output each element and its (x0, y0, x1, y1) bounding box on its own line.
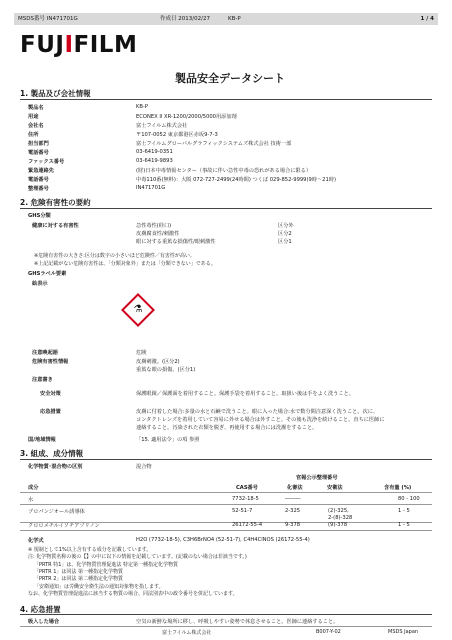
section-4-heading: 4. 応急措置 (20, 605, 61, 614)
company-info-label: ファックス番号 (28, 159, 65, 165)
ghs-classification: GHS分類 (28, 213, 51, 219)
section-3-rule (20, 459, 432, 460)
col-cas: CAS番号 (236, 485, 258, 491)
col-kashin: 化審法 (287, 485, 303, 491)
formula-label: 化学式 (28, 538, 44, 544)
ghs-hazard-name: 皮膚腐食性/刺激性 (136, 231, 180, 237)
inhalation-label: 吸入した場合 (28, 619, 60, 625)
ingredient-name: 水 (28, 497, 34, 503)
footer-company: 富士フイルム株式会社 (162, 630, 212, 636)
company-info-value: 富士フイルム株式会社 (136, 123, 188, 129)
created-date: 作成日 2013/02/27 (160, 16, 210, 22)
col-ingredient: 成分 (28, 485, 39, 491)
company-info-value: IN471701G (136, 185, 166, 191)
note-2: ※上記記載がない危険有害性は、「分類対象外」または「分類できない」である。 (34, 261, 216, 267)
ingredient-name: クロロメチルイソチアゾリノン (28, 523, 100, 529)
corrosion-icon: ⚗ (133, 304, 143, 315)
first-aid-line-3: 連絡すること。汚染された衣類を脱ぎ、再使用する場合には洗濯をすること。 (136, 425, 318, 431)
company-info-label: 緊急連絡先 (28, 168, 54, 174)
ingredient-content: 1 - 5 (398, 508, 410, 514)
regional-info: 「15. 適用法令」の項 参照 (136, 437, 200, 443)
footer-region: MSDS Japan (388, 629, 419, 635)
msds-number: MSDS番号 IN471701G (18, 16, 78, 22)
ingredient-name: プロパンジオール誘導体 (28, 509, 85, 515)
composition-note: 「PRTR 1」は同法 第一種指定化学物質 (34, 568, 124, 575)
fujifilm-logo: FUJIFILM (20, 32, 138, 58)
table-row-rule (20, 504, 432, 505)
ingredient-cas: 7732-18-5 (232, 496, 259, 502)
ghs-hazard-class: 区分外 (278, 223, 294, 229)
section-1-rule (20, 99, 432, 100)
col-anei: 安衛法 (327, 485, 343, 491)
company-info-value: (財)日本中毒情報センター（事故に伴い急性中毒の恐れがある場合に限る） (136, 168, 312, 174)
footer-code: B007-Y-02 (316, 629, 341, 635)
caution-label: 注意書き (32, 377, 53, 383)
section-1-heading: 1. 製品及び会社情報 (20, 89, 91, 98)
pictogram-label: 絵表示 (32, 281, 48, 287)
document-title: 製品安全データシート (175, 72, 285, 85)
ingredient-cas: 26172-55-4 (232, 522, 263, 528)
company-info-value: 03-6419-0351 (136, 149, 173, 155)
company-info-label: 会社名 (28, 123, 44, 129)
ingredient-anei-2: 2-(8)-328 (328, 515, 353, 521)
col-content: 含有量 (%) (384, 485, 412, 491)
inhalation-measure: 空気の新鮮な場所に移し、呼吸しやすい姿勢で休息させること。医師に連絡すること。 (136, 619, 339, 625)
hazard-statement-1: 皮膚刺激。(区分2) (136, 359, 180, 365)
company-info-value: KB-P (136, 104, 148, 110)
section-2-rule (20, 208, 432, 209)
safety-measures: 保護眼鏡／保護面を着用すること。保護手袋を着用すること。取扱い後は手をよく洗うこと。 (136, 391, 354, 397)
first-aid-label: 応急措置 (40, 409, 61, 415)
ghs-label-elements: GHSラベル要素 (28, 271, 67, 277)
ghs-hazard-name: 急性毒性(経口) (136, 223, 172, 229)
company-info-label: 電話番号 (28, 177, 49, 183)
gov-number-header: 官報公示整理番号 (296, 475, 338, 481)
ingredient-kashin: 2-325 (285, 508, 301, 514)
ingredient-cas: 52-51-7 (232, 508, 253, 514)
mixture-label: 化学物質･混合物の区別 (28, 464, 83, 470)
composition-note: なお、化学物質管理促進法に該当する物質の場合、同法別表中の政令番号を併記しています。 (28, 590, 238, 597)
company-info-value: 富士フイルムグローバルグラフィックシステムズ株式会社 技術一部 (136, 141, 292, 147)
ingredient-content: 1 - 5 (398, 522, 410, 528)
section-3-heading: 3. 組成、成分情報 (20, 449, 84, 458)
composition-note: ※ 規制として1%以上含有する成分を記載しています。 (28, 547, 152, 553)
health-hazard-label: 健康に対する有害性 (32, 223, 79, 229)
signal-word: 危険 (136, 350, 147, 356)
page-number: 1 / 4 (420, 16, 434, 22)
ghs-hazard-class: 区分1 (278, 239, 292, 245)
ingredient-content: 80 - 100 (398, 496, 420, 502)
chemical-formula: H2O (7732-18-5), C3H6BrNO4 (52-51-7), C4H4ClNOS (26172-55-4) (136, 537, 310, 543)
signal-word-label: 注意喚起語 (32, 350, 58, 356)
composition-note: 「PRTR 特1」は、化学物質管理促進法 特定第一種指定化学物質 (34, 561, 179, 568)
ghs-hazard-class: 区分2 (278, 231, 292, 237)
mixture-value: 混合物 (136, 464, 152, 470)
regional-info-label: 国/地域情報 (28, 437, 56, 443)
composition-note: 「安衛通知」は労働安全衛生法の通知対象物を指します。 (34, 583, 164, 590)
header-bar (14, 13, 438, 25)
table-row-rule (20, 530, 432, 531)
section-4-rule (20, 614, 432, 615)
first-aid-line-1: 皮膚に付着した場合:多量の水と石鹸で洗うこと。眼に入った場合:水で数分間注意深く洗うこと。次に、 (136, 409, 379, 415)
company-info-value: 03-6419-9893 (136, 158, 173, 164)
composition-note: 注: 化学物質名称の後の【】の中に以下の情報を記載しています。(記載のない場合は非該当です。) (28, 554, 247, 561)
company-info-value: 中毒110番(無料)：大阪 072-727-2499(24時間) つくば 029-852-9999(9時〜21時) (136, 177, 336, 183)
table-header-rule (20, 492, 432, 493)
ingredient-anei: (9)-378 (328, 522, 348, 528)
ghs-hazard-name: 眼に対する重篤な損傷性/眼刺激性 (136, 239, 216, 245)
footer-rule (20, 626, 432, 627)
company-info-value: ECONEX II XR-1200/2000/5000用添加剤 (136, 114, 237, 120)
company-info-value: 〒107-0052 東京都港区赤坂9-7-3 (136, 132, 218, 138)
company-info-label: 担当部門 (28, 141, 49, 147)
company-info-label: 用途 (28, 114, 39, 120)
company-info-label: 製品名 (28, 105, 44, 111)
company-info-label: 電話番号 (28, 150, 49, 156)
ingredient-kashin: 9-378 (285, 522, 301, 528)
section-2-heading: 2. 危険有害性の要約 (20, 198, 91, 207)
corrosion-pictogram (121, 293, 155, 327)
note-1: ※危険有害性の大きさ:区分は数字の小さいほど危険性／有害性が高い。 (34, 253, 195, 259)
company-info-label: 住所 (28, 132, 39, 138)
ingredient-anei: (2)-325, (328, 508, 349, 514)
composition-note: 「PRTR 2」は同法 第二種指定化学物質 (34, 576, 124, 583)
first-aid-line-2: コンタクトレンズを着用していて容易に外せる場合は外すこと。その後も洗浄を続けること。直ちに医師に (136, 417, 385, 423)
ingredient-kashin: ――― (285, 496, 301, 502)
safety-measures-label: 安全対策 (40, 391, 61, 397)
header-product: KB-P (228, 16, 241, 22)
company-info-label: 整理番号 (28, 186, 49, 192)
hazard-info-label: 危険有害性情報 (32, 359, 69, 365)
hazard-statement-2: 重篤な眼の損傷。(区分1) (136, 367, 196, 373)
